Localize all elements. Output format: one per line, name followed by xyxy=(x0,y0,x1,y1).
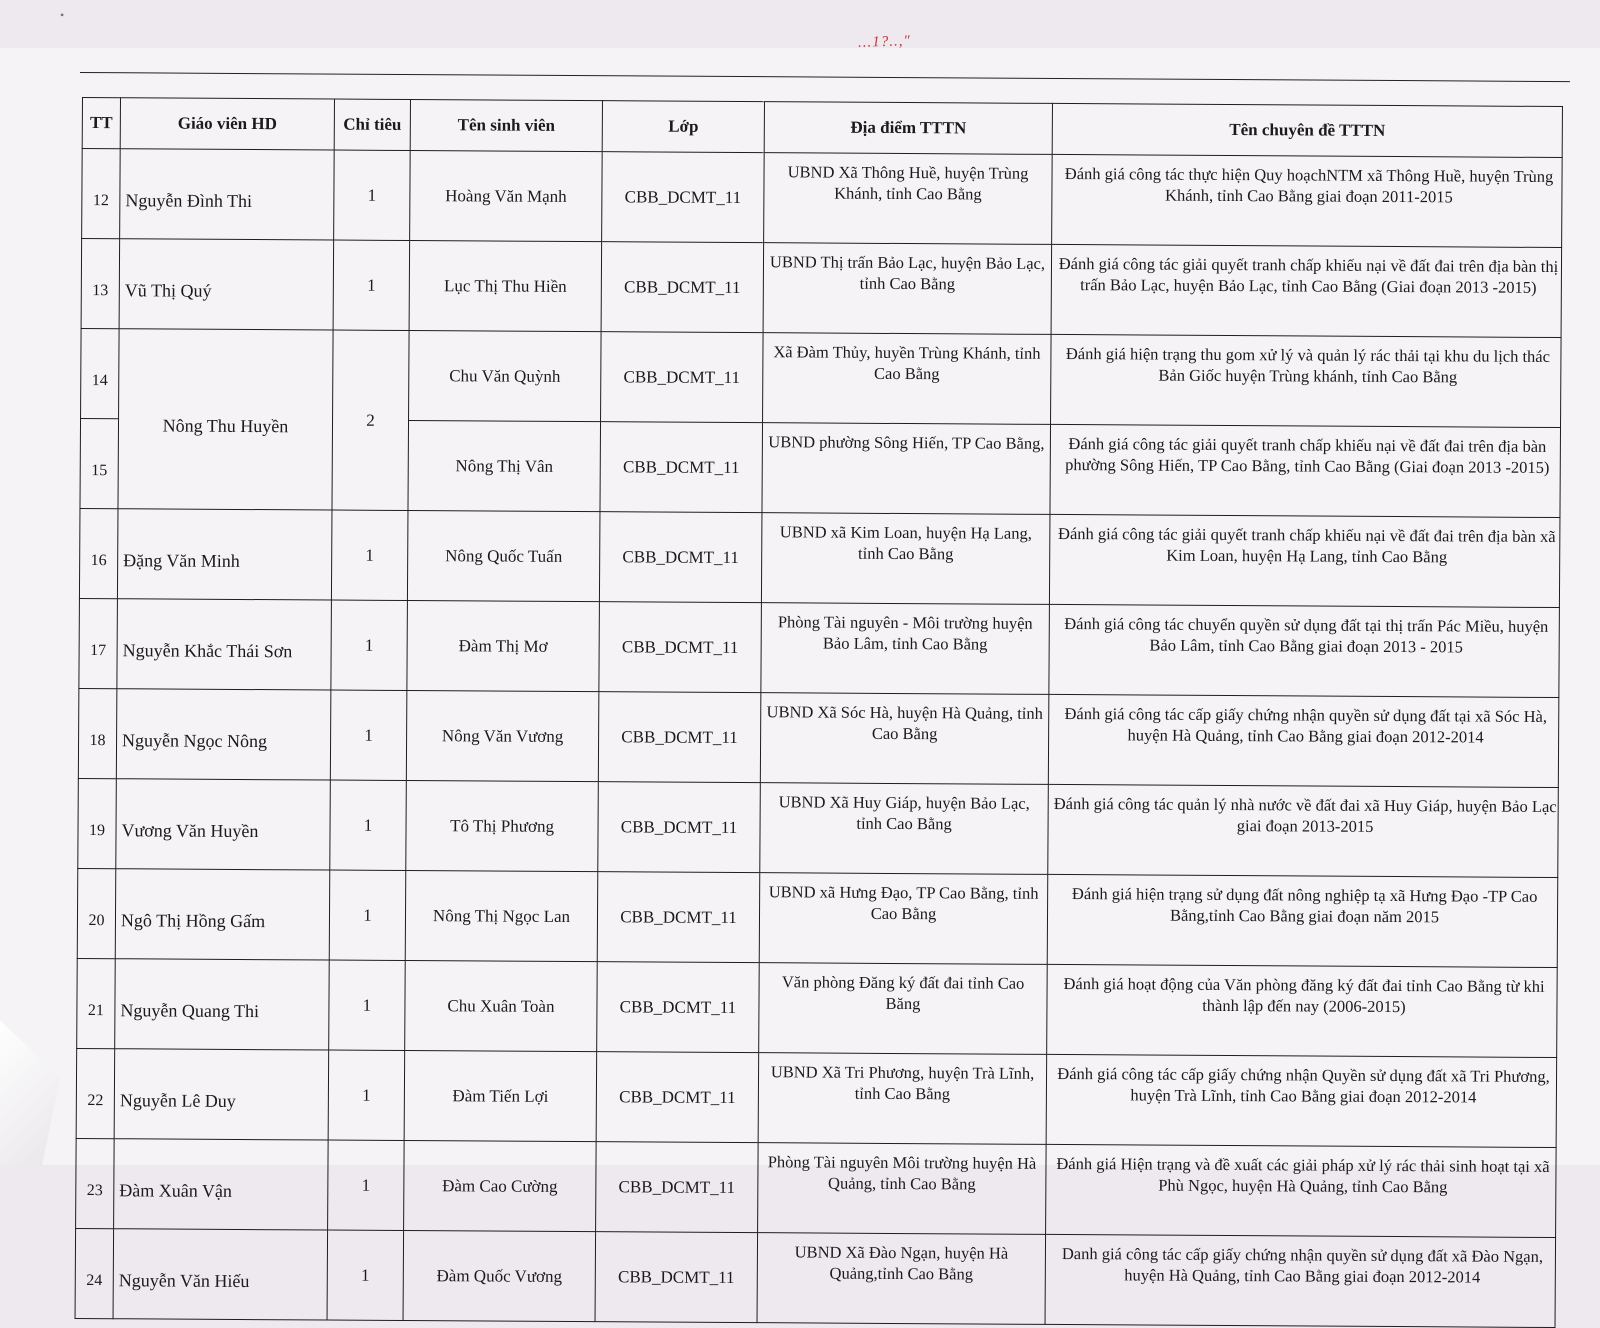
table-row xyxy=(78,688,1559,787)
internship-topic: Đánh giá công tác chuyển quyền sử dụng đất tại thị trấn Pác Miều, huyện Bảo Lâm, tỉnh Cao Bằng giai đoạn 2013 - 2015 xyxy=(1049,604,1560,697)
handwritten-mark: ...1?..," xyxy=(857,33,912,51)
student-name: Đàm Thị Mơ xyxy=(407,600,600,691)
table-row xyxy=(75,1228,1556,1327)
teacher-name: Vũ Thị Quý xyxy=(119,239,334,330)
teacher-name: Nông Thu Huyền xyxy=(118,329,333,510)
teacher-name: Đàm Xuân Vận xyxy=(114,1139,329,1230)
quota-cell: 1 xyxy=(328,1050,405,1140)
row-number: 21 xyxy=(77,958,116,1048)
internship-place: UBND Thị trấn Bảo Lạc, huyện Bảo Lạc, tỉnh Cao Bằng xyxy=(763,243,1052,335)
class-code: CBB_DCMT_11 xyxy=(598,692,761,783)
class-code: CBB_DCMT_11 xyxy=(599,602,762,693)
table-row xyxy=(78,778,1559,877)
row-number: 16 xyxy=(79,508,118,598)
header-quota: Chỉ tiêu xyxy=(334,99,410,150)
quota-cell: 1 xyxy=(329,870,406,960)
class-code: CBB_DCMT_11 xyxy=(602,152,765,243)
internship-place: UBND xã Kim Loan, huyện Hạ Lang, tỉnh Cao Bằng xyxy=(761,513,1050,605)
header-tt: TT xyxy=(82,98,120,149)
student-name: Nông Quốc Tuấn xyxy=(407,510,600,601)
teacher-name: Đặng Văn Minh xyxy=(117,509,332,600)
class-code: CBB_DCMT_11 xyxy=(598,782,761,873)
internship-topic: Đánh giá công tác giải quyết tranh chấp khiếu nại về đất đai trên địa bàn phường Sông Hiến, TP Cao Bằng, tỉnh Cao Bằng (Giai đoạn 2013 -2015) xyxy=(1050,424,1561,517)
row-number: 23 xyxy=(76,1138,115,1228)
internship-place: UBND Xã Sóc Hà, huyện Hà Quảng, tỉnh Cao Bằng xyxy=(760,693,1049,785)
student-name: Lục Thị Thu Hiền xyxy=(409,241,602,332)
quota-cell: 1 xyxy=(331,510,408,600)
student-name: Tô Thị Phương xyxy=(406,780,599,871)
internship-topic: Đánh giá hoạt động của Văn phòng đăng ký đất đai tỉnh Cao Bằng từ khi thành lập đến nay (2006-2015) xyxy=(1047,964,1558,1057)
table-row xyxy=(81,239,1562,338)
internship-topic: Đánh giá công tác thực hiện Quy hoạchNTM xã Thông Huề, huyện Trùng Khánh, tỉnh Cao Bằng giai đoạn 2011-2015 xyxy=(1052,154,1563,247)
class-code: CBB_DCMT_11 xyxy=(599,512,762,603)
class-code: CBB_DCMT_11 xyxy=(595,1232,758,1323)
class-code: CBB_DCMT_11 xyxy=(601,332,764,423)
row-number: 13 xyxy=(81,239,120,329)
internship-topic: Đánh giá công tác giải quyết tranh chấp khiếu nại về đất đai trên địa bàn thị trấn Bảo Lạc, huyện Bảo Lạc, tỉnh Cao Bằng (Giai đoạn 2013 -2015) xyxy=(1051,244,1562,337)
header-student: Tên sinh viên xyxy=(410,100,602,152)
student-name: Nông Thị Ngọc Lan xyxy=(405,870,598,961)
internship-place: Phòng Tài nguyên - Môi trường huyện Bảo Lâm, tỉnh Cao Bằng xyxy=(761,603,1050,695)
header-class: Lớp xyxy=(602,101,764,153)
header-topic: Tên chuyên đề TTTN xyxy=(1052,103,1562,157)
table-row xyxy=(76,1138,1557,1237)
teacher-name: Nguyễn Quang Thi xyxy=(115,959,330,1050)
header-place: Địa điểm TTTN xyxy=(764,102,1052,155)
teacher-name: Nguyễn Ngọc Nông xyxy=(116,689,331,780)
corner-dot: • xyxy=(60,8,65,22)
student-name: Đàm Quốc Vương xyxy=(403,1230,596,1321)
assignment-table xyxy=(75,97,1563,1328)
quota-cell: 1 xyxy=(328,1140,405,1230)
internship-topic: Đánh giá công tác cấp giấy chứng nhận Quyền sử dụng đất xã Tri Phương, huyện Trà Lĩnh, tỉnh Cao Bằng giai đoạn 2012-2014 xyxy=(1046,1054,1557,1147)
internship-place: Phòng Tài nguyên Môi trường huyện Hà Quảng, tỉnh Cao Bằng xyxy=(758,1143,1047,1235)
quota-cell: 1 xyxy=(331,600,408,690)
row-number: 15 xyxy=(80,418,119,508)
student-name: Đàm Cao Cường xyxy=(404,1140,597,1231)
row-number: 18 xyxy=(78,688,117,778)
internship-place: Xã Đàm Thủy, huyền Trùng Khánh, tỉnh Cao Bằng xyxy=(763,333,1052,425)
internship-topic: Đánh giá công tác quản lý nhà nước về đất đai xã Huy Giáp, huyện Bảo Lạc giai đoạn 2013-2015 xyxy=(1048,784,1559,877)
internship-topic: Đánh giá Hiện trạng và đề xuất các giải pháp xử lý rác thải sinh hoạt tại xã Phù Ngọc, huyện Hà Quảng, tỉnh Cao Bằng xyxy=(1046,1144,1557,1237)
student-name: Hoàng Văn Mạnh xyxy=(410,151,603,242)
class-code: CBB_DCMT_11 xyxy=(597,962,760,1053)
row-number: 17 xyxy=(79,598,118,688)
table-row xyxy=(79,598,1560,697)
internship-place: UBND phường Sông Hiến, TP Cao Bằng, xyxy=(762,423,1051,515)
row-number: 14 xyxy=(81,328,120,418)
class-code: CBB_DCMT_11 xyxy=(596,1142,759,1233)
table-row xyxy=(77,958,1558,1057)
internship-topic: Đánh giá công tác giải quyết tranh chấp khiếu nại về đất đai trên địa bàn xã Kim Loan, huyện Hạ Lang, tỉnh Cao Bằng xyxy=(1049,514,1560,607)
table-row xyxy=(79,508,1560,607)
table-row xyxy=(82,149,1563,248)
assignment-table-container xyxy=(75,97,1563,1328)
row-number: 12 xyxy=(82,149,121,239)
teacher-name: Nguyễn Đình Thi xyxy=(120,149,335,240)
internship-topic: Đánh giá hiện trạng sử dụng đất nông nghiệp tạ xã Hưng Đạo -TP Cao Bằng,tỉnh Cao Bằng giai đoạn năm 2015 xyxy=(1047,874,1558,967)
class-code: CBB_DCMT_11 xyxy=(596,1052,759,1143)
student-name: Chu Văn Quỳnh xyxy=(409,331,602,422)
internship-place: UBND Xã Đào Ngạn, huyện Hà Quảng,tỉnh Cao Bằng xyxy=(757,1233,1046,1325)
quota-cell: 1 xyxy=(330,780,407,870)
table-row xyxy=(77,868,1558,967)
quota-cell: 1 xyxy=(334,150,411,240)
internship-topic: Danh giá công tác cấp giấy chứng nhận quyền sử dụng đất xã Đào Ngạn, huyện Hà Quảng, tỉnh Cao Bằng giai đoạn 2012-2014 xyxy=(1045,1234,1556,1327)
teacher-name: Ngô Thị Hồng Gấm xyxy=(115,869,330,960)
row-number: 20 xyxy=(77,868,116,958)
teacher-name: Nguyễn Lê Duy xyxy=(114,1049,329,1140)
internship-place: UBND Xã Tri Phương, huyện Trà Lĩnh, tỉnh Cao Bằng xyxy=(758,1053,1047,1145)
table-header-row xyxy=(82,98,1562,158)
row-number: 22 xyxy=(76,1048,115,1138)
header-teacher: Giáo viên HD xyxy=(120,98,334,150)
student-name: Nông Văn Vương xyxy=(406,690,599,781)
teacher-name: Nguyễn Khắc Thái Sơn xyxy=(117,599,332,690)
student-name: Đàm Tiến Lợi xyxy=(404,1050,597,1141)
internship-place: Văn phòng Đăng ký đất đai tỉnh Cao Băng xyxy=(759,963,1048,1055)
internship-topic: Đánh giá hiện trạng thu gom xử lý và quản lý rác thải tại khu du lịch thác Bản Giốc huyện Trùng khánh, tỉnh Cao Bằng xyxy=(1051,334,1562,427)
student-name: Nông Thị Vân xyxy=(408,421,601,512)
class-code: CBB_DCMT_11 xyxy=(597,872,760,963)
quota-cell: 1 xyxy=(327,1230,404,1320)
quota-cell: 1 xyxy=(333,240,410,330)
class-code: CBB_DCMT_11 xyxy=(600,422,763,513)
teacher-name: Vương Văn Huyền xyxy=(116,779,331,870)
quota-cell: 2 xyxy=(332,330,409,510)
table-row xyxy=(81,328,1562,427)
student-name: Chu Xuân Toàn xyxy=(405,960,598,1051)
internship-topic: Đánh giá công tác cấp giấy chứng nhận quyền sử dụng đất tại xã Sóc Hà, huyện Hà Quảng, tỉnh Cao Bằng giai đoạn 2012-2014 xyxy=(1048,694,1559,787)
internship-place: UBND Xã Huy Giáp, huyện Bảo Lạc, tỉnh Cao Bằng xyxy=(760,783,1049,875)
quota-cell: 1 xyxy=(329,960,406,1050)
teacher-name: Nguyễn Văn Hiếu xyxy=(113,1229,328,1320)
class-code: CBB_DCMT_11 xyxy=(601,242,764,333)
table-row xyxy=(76,1048,1557,1147)
internship-place: UBND xã Hưng Đạo, TP Cao Bằng, tỉnh Cao Bằng xyxy=(759,873,1048,965)
row-number: 19 xyxy=(78,778,117,868)
internship-place: UBND Xã Thông Huề, huyện Trùng Khánh, tỉnh Cao Bằng xyxy=(764,153,1053,245)
quota-cell: 1 xyxy=(330,690,407,780)
row-number: 24 xyxy=(75,1228,114,1318)
